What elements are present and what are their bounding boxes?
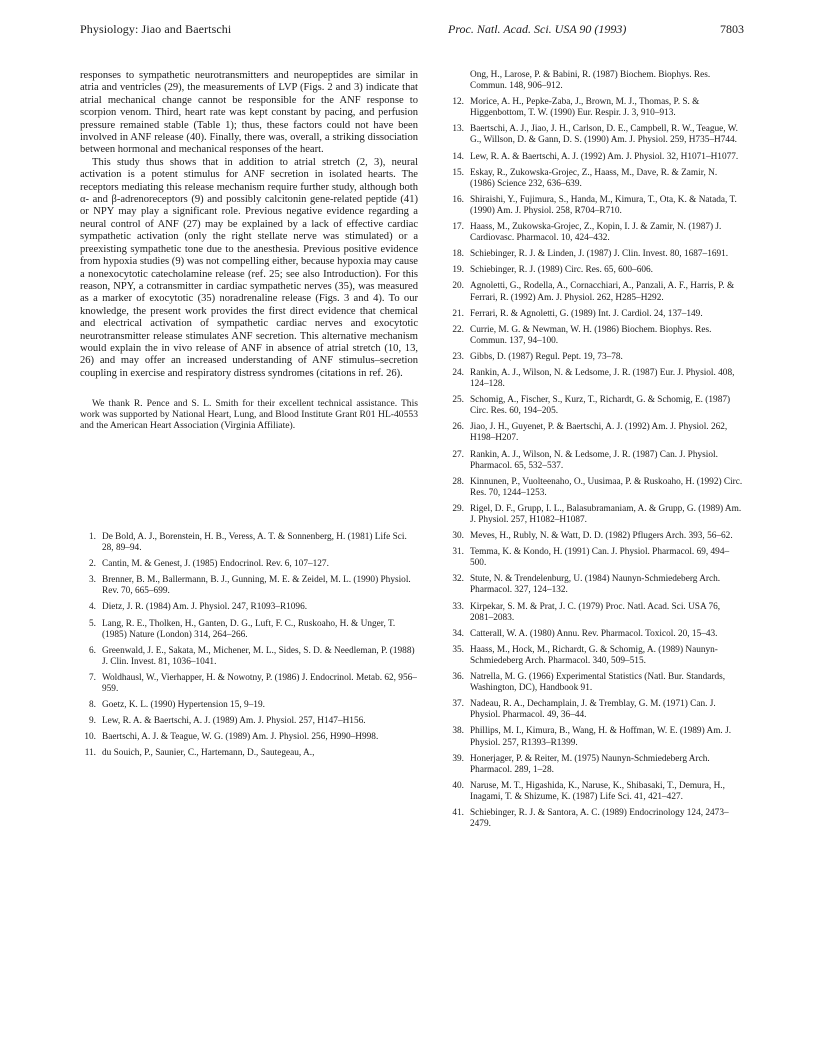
reference-item xyxy=(80,602,418,613)
reference-number: 32. xyxy=(452,574,464,585)
reference-text: Temma, K. & Kondo, H. (1991) Can. J. Physiol. Pharmacol. 69, 494–500. xyxy=(470,547,730,569)
reference-text: Lang, R. E., Tholken, H., Ganten, D. G., Luft, F. C., Ruskoaho, H. & Unger, T. (1985) Nature (London) 314, 264–266. xyxy=(102,618,396,640)
reference-item xyxy=(80,646,418,668)
reference-number: 20. xyxy=(452,281,464,292)
reference-item xyxy=(448,265,744,276)
reference-number: 40. xyxy=(452,780,464,791)
reference-text: du Souich, P., Saunier, C., Hartemann, D., Sautegeau, A., xyxy=(102,748,315,759)
reference-number: 4. xyxy=(89,602,96,613)
reference-item xyxy=(80,575,418,597)
reference-text: Baertschi, A. J. & Teague, W. G. (1989) Am. J. Physiol. 256, H990–H998. xyxy=(102,732,379,743)
reference-number: 41. xyxy=(452,807,464,818)
reference-number: 36. xyxy=(452,672,464,683)
reference-item xyxy=(448,781,744,803)
reference-text: Lew, R. A. & Baertschi, A. J. (1992) Am. J. Physiol. 32, H1071–H1077. xyxy=(470,151,739,162)
reference-text: Baertschi, A. J., Jiao, J. H., Carlson, D. E., Campbell, R. W., Teague, W. G., Willson, D. & Gann, D. S. (1990) Am. J. Physiol. 259, H735–H744. xyxy=(470,124,738,146)
reference-text: Morice, A. H., Pepke-Zaba, J., Brown, M. J., Thomas, P. S. & Higgenbottom, T. W. (1990) Eur. Respir. J. 3, 910–913. xyxy=(470,97,700,119)
reference-number: 10. xyxy=(84,732,96,743)
reference-number: 30. xyxy=(452,531,464,542)
reference-item xyxy=(448,450,744,472)
reference-text: Haass, M., Zukowska-Grojec, Z., Kopin, I. J. & Zamir, N. (1987) J. Cardiovasc. Pharmacol. 10, 424–432. xyxy=(470,222,722,244)
reference-text: Rigel, D. F., Grupp, I. L., Balasubramaniam, A. & Grupp, G. (1989) Am. J. Physiol. 257, H1082–H1087. xyxy=(470,503,742,525)
reference-number: 25. xyxy=(452,395,464,406)
reference-item xyxy=(448,645,744,667)
reference-item xyxy=(80,532,418,554)
reference-number: 28. xyxy=(452,476,464,487)
reference-item xyxy=(448,699,744,721)
reference-text: De Bold, A. J., Borenstein, H. B., Veress, A. T. & Sonnenberg, H. (1981) Life Sci. 28, 89–94. xyxy=(102,532,407,554)
reference-item xyxy=(448,124,744,146)
reference-number: 38. xyxy=(452,726,464,737)
reference-item xyxy=(448,249,744,260)
reference-text: Dietz, J. R. (1984) Am. J. Physiol. 247, R1093–R1096. xyxy=(102,602,308,613)
reference-item xyxy=(448,195,744,217)
reference-number: 37. xyxy=(452,699,464,710)
references-left-column xyxy=(80,532,418,765)
body-paragraph: responses to sympathetic neurotransmitters and neuropeptides are similar in atria and ventricles (29), the measurements of LVP (Figs. 2 and 3) indicate that atrial mechanical change cannot be responsible for the ANF response to scorpion venom. Third, heart rate was kept constant by pacing, and perfusion pressure remained stable (Table 1); thus, these factors could not have been involved in ANF release (40). Finally, there was, overall, a striking dissociation between hormonal and mechanical responses of the heart. xyxy=(80,70,418,156)
reference-text: Haass, M., Hock, M., Richardt, G. & Schomig, A. (1989) Naunyn-Schmiedeberg Arch. Pharmacol. 340, 509–515. xyxy=(470,644,718,666)
reference-text: Eskay, R., Zukowska-Grojec, Z., Haass, M., Dave, R. & Zamir, N. (1986) Science 232, 636–639. xyxy=(470,167,718,189)
reference-number: 33. xyxy=(452,601,464,612)
reference-number: 34. xyxy=(452,628,464,639)
reference-number: 17. xyxy=(452,222,464,233)
reference-text: Woldhausl, W., Vierhapper, H. & Nowotny, P. (1986) J. Endocrinol. Metab. 62, 956–959. xyxy=(102,672,417,695)
reference-number: 5. xyxy=(89,618,96,629)
reference-item xyxy=(80,673,418,695)
running-head: Physiology: Jiao and Baertschi xyxy=(80,22,232,36)
reference-number: 1. xyxy=(89,532,96,542)
reference-number: 27. xyxy=(452,449,464,460)
reference-text: Greenwald, J. E., Sakata, M., Michener, M. L., Sides, S. D. & Needleman, P. (1988) J. Clin. Invest. 81, 1036–1041. xyxy=(102,645,415,667)
reference-item xyxy=(448,422,744,444)
journal-header xyxy=(448,22,744,37)
reference-number: 35. xyxy=(452,644,464,655)
acknowledgment: We thank R. Pence and S. L. Smith for their excellent technical assistance. This work was supported by National Heart, Lung, and Blood Institute Grant R01 HL-40553 and the American Heart Association (Virginia Affiliate). xyxy=(80,398,418,432)
reference-text: Schomig, A., Fischer, S., Kurz, T., Richardt, G. & Schomig, E. (1987) Circ. Res. 60, 194–205. xyxy=(470,395,731,417)
reference-item xyxy=(80,716,418,727)
reference-text: Honerjager, P. & Reiter, M. (1975) Naunyn-Schmiedeberg Arch. Pharmacol. 289, 1–28. xyxy=(470,753,710,775)
reference-number: 6. xyxy=(89,645,96,656)
reference-number: 31. xyxy=(452,547,464,558)
reference-item xyxy=(448,629,744,640)
reference-text: Phillips, M. I., Kimura, B., Wang, H. & Hoffman, W. E. (1989) Am. J. Physiol. 257, R1393–R1399. xyxy=(470,726,732,748)
reference-item xyxy=(448,574,744,596)
reference-item xyxy=(80,748,418,759)
reference-number: 24. xyxy=(452,367,464,378)
reference-text: Catterall, W. A. (1980) Annu. Rev. Pharmacol. Toxicol. 20, 15–43. xyxy=(470,628,718,639)
reference-text: Rankin, A. J., Wilson, N. & Ledsome, J. R. (1987) Eur. J. Physiol. 408, 124–128. xyxy=(470,367,735,390)
body-paragraph: This study thus shows that in addition to atrial stretch (2, 3), neural activation is a potent stimulus for ANF secretion in isolated hearts. The receptors mediating this release mechanism require further study, although both α- and β-adrenoreceptors (9) and possibly calcitonin gene-related peptide (41) or NPY may play a significant role. Previous negative evidence regarding a neural control of ANF (27) may be explained by a lack of effective cardiac sympathetic activation (only the right stellate nerve was stimulated) or a preexisting sympathetic tone due to the anesthesia. Previous positive evidence from hypoxia studies (9) was not compelling either, because hypoxia may cause a nonexocytotic catecholamine release (ref. 25; see also Introduction). For this reason, NPY, a cotransmitter in cardiac sympathetic nerves (35), was measured as a marker of exocytotic (35) noradrenaline release (Figs. 3 and 4). To our knowledge, the present work provides the first direct evidence that chemical and electrical activation of sympathetic cardiac nerves and exocytotic neurotransmitter release stimulates ANF secretion. This alternative mechanism would explain the in vivo release of ANF in absence of atrial stretch (10, 13, 26) and may offer an increased understanding of ANF stimulus–secretion coupling in exercise and respiratory distress syndromes (citations in ref. 26). xyxy=(80,156,418,379)
reference-number: 8. xyxy=(89,700,96,711)
reference-item xyxy=(448,152,744,163)
reference-text: Naruse, M. T., Higashida, K., Naruse, K., Shibasaki, T., Demura, H., Inagami, T. & Shizume, K. (1987) Life Sci. 41, 421–427. xyxy=(470,780,725,802)
reference-text: Natrella, M. G. (1966) Experimental Statistics (Natl. Bur. Standards, Washington, DC), Handbook 91. xyxy=(470,672,726,694)
reference-text: Rankin, A. J., Wilson, N. & Ledsome, J. R. (1987) Can. J. Physiol. Pharmacol. 65, 532–537. xyxy=(470,449,718,471)
reference-item xyxy=(448,97,744,119)
page-number: 7803 xyxy=(720,22,744,36)
reference-text: Brenner, B. M., Ballermann, B. J., Gunning, M. E. & Zeidel, M. L. (1990) Physiol. Rev. 70, 665–699. xyxy=(102,575,411,597)
reference-item xyxy=(80,619,418,641)
reference-number: 15. xyxy=(452,167,464,178)
journal-citation: Proc. Natl. Acad. Sci. USA 90 (1993) xyxy=(448,22,627,36)
reference-item xyxy=(448,754,744,776)
reference-number: 9. xyxy=(89,716,96,727)
reference-text: Meves, H., Rubly, N. & Watt, D. D. (1982) Pflugers Arch. 393, 56–62. xyxy=(470,531,733,542)
reference-number: 19. xyxy=(452,265,464,276)
references-right-column xyxy=(448,70,744,835)
reference-number: 7. xyxy=(89,672,96,683)
reference-item xyxy=(448,368,744,390)
reference-item xyxy=(448,531,744,542)
reference-number: 13. xyxy=(452,124,464,135)
reference-item xyxy=(448,168,744,190)
reference-text: Shiraishi, Y., Fujimura, S., Handa, M., Kimura, T., Ota, K. & Natada, T. (1990) Am. J. Physiol. 258, R704–R710. xyxy=(470,194,737,216)
reference-item xyxy=(448,547,744,569)
reference-number: 23. xyxy=(452,351,464,362)
reference-number: 3. xyxy=(89,575,96,586)
reference-text: Ong, H., Larose, P. & Babini, R. (1987) Biochem. Biophys. Res. Commun. 148, 906–912. xyxy=(470,70,711,92)
reference-number: 2. xyxy=(89,559,96,570)
reference-text: Gibbs, D. (1987) Regul. Pept. 19, 73–78. xyxy=(470,351,623,362)
reference-text: Jiao, J. H., Guyenet, P. & Baertschi, A. J. (1992) Am. J. Physiol. 262, H198–H207. xyxy=(470,422,728,444)
reference-number: 14. xyxy=(452,151,464,162)
reference-text: Goetz, K. L. (1990) Hypertension 15, 9–19. xyxy=(102,700,265,711)
reference-number: 22. xyxy=(452,324,464,335)
reference-item xyxy=(448,222,744,244)
reference-number: 12. xyxy=(452,97,464,108)
reference-number: 26. xyxy=(452,422,464,433)
reference-text: Ferrari, R. & Agnoletti, G. (1989) Int. J. Cardiol. 24, 137–149. xyxy=(470,308,703,319)
reference-text: Stute, N. & Trendelenburg, U. (1984) Naunyn-Schmiedeberg Arch. Pharmacol. 327, 124–132. xyxy=(470,574,721,596)
reference-number: 29. xyxy=(452,503,464,514)
reference-item xyxy=(448,395,744,417)
reference-item xyxy=(448,477,744,499)
reference-number: 11. xyxy=(84,748,96,759)
reference-number: 16. xyxy=(452,194,464,205)
reference-number: 21. xyxy=(452,308,464,319)
reference-text: Kirpekar, S. M. & Prat, J. C. (1979) Proc. Natl. Acad. Sci. USA 76, 2081–2083. xyxy=(470,601,721,623)
reference-item xyxy=(80,559,418,570)
reference-number: 39. xyxy=(452,753,464,764)
body-text-column xyxy=(80,70,418,431)
reference-text: Agnoletti, G., Rodella, A., Cornacchiari, A., Panzali, A. F., Harris, P. & Ferrari, R. (1992) Am. J. Physiol. 262, H285–H292. xyxy=(470,281,735,303)
reference-text: Schiebinger, R. J. & Linden, J. (1987) J. Clin. Invest. 80, 1687–1691. xyxy=(470,249,729,260)
reference-text: Kinnunen, P., Vuolteenaho, O., Uusimaa, P. & Ruskoaho, H. (1992) Circ. Res. 70, 1244–1253. xyxy=(470,476,743,498)
reference-item xyxy=(448,602,744,624)
reference-item xyxy=(80,700,418,711)
reference-text: Nadeau, R. A., Dechamplain, J. & Tremblay, G. M. (1971) Can. J. Physiol. Pharmacol. 49, 36–44. xyxy=(470,699,716,721)
reference-item xyxy=(448,352,744,363)
reference-item xyxy=(448,672,744,694)
reference-text: Schiebinger, R. J. & Santora, A. C. (1989) Endocrinology 124, 2473–2479. xyxy=(470,807,729,830)
reference-text: Schiebinger, R. J. (1989) Circ. Res. 65, 600–606. xyxy=(470,265,653,276)
reference-item xyxy=(448,726,744,748)
reference-item xyxy=(448,70,744,92)
reference-item xyxy=(448,309,744,320)
reference-item xyxy=(448,808,744,830)
reference-number: 18. xyxy=(452,249,464,260)
reference-text: Currie, M. G. & Newman, W. H. (1986) Biochem. Biophys. Res. Commun. 137, 94–100. xyxy=(470,324,712,346)
reference-item xyxy=(448,504,744,526)
reference-text: Lew, R. A. & Baertschi, A. J. (1989) Am. J. Physiol. 257, H147–H156. xyxy=(102,716,366,727)
reference-item xyxy=(448,281,744,303)
reference-item xyxy=(80,732,418,743)
reference-text: Cantin, M. & Genest, J. (1985) Endocrinol. Rev. 6, 107–127. xyxy=(102,559,329,570)
reference-item xyxy=(448,325,744,347)
